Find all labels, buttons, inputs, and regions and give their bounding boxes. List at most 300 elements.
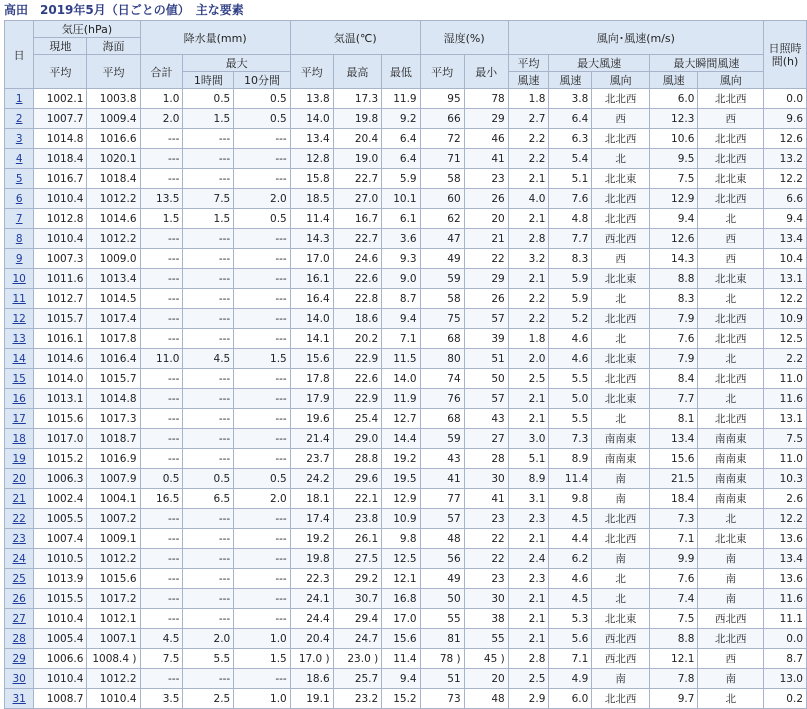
cell-temp-min: 11.9 (382, 89, 420, 109)
cell-day[interactable] (5, 689, 34, 709)
header-wind-gust-dir: 風向 (698, 72, 764, 89)
cell-wind-gust-speed: 15.6 (649, 449, 698, 469)
cell-temp-max: 16.7 (333, 209, 382, 229)
day-link[interactable]: 14 (12, 352, 26, 365)
cell-pressure-sea-avg: 1012.2 (87, 669, 140, 689)
cell-day[interactable] (5, 249, 34, 269)
cell-pressure-sea-avg: 1012.2 (87, 229, 140, 249)
cell-day[interactable] (5, 89, 34, 109)
cell-pressure-station-avg: 1016.1 (34, 329, 87, 349)
cell-humidity-avg: 75 (420, 309, 464, 329)
cell-wind-avg-speed: 2.4 (508, 549, 549, 569)
cell-temp-min: 15.2 (382, 689, 420, 709)
table-row (5, 289, 807, 309)
cell-wind-max-speed: 4.9 (549, 669, 592, 689)
cell-wind-gust-dir: 西 (698, 649, 764, 669)
header-wind-avg: 平均 (508, 55, 549, 72)
cell-sunshine-hours: 11.6 (763, 389, 806, 409)
cell-sunshine-hours: 7.5 (763, 429, 806, 449)
cell-temp-max: 18.6 (333, 309, 382, 329)
cell-precip-max-10m: --- (234, 229, 291, 249)
day-link[interactable]: 19 (12, 452, 26, 465)
cell-day[interactable] (5, 569, 34, 589)
cell-sunshine-hours: 11.1 (763, 609, 806, 629)
cell-day[interactable] (5, 669, 34, 689)
cell-day[interactable] (5, 529, 34, 549)
table-row (5, 409, 807, 429)
cell-wind-avg-speed: 2.2 (508, 129, 549, 149)
cell-humidity-avg: 62 (420, 209, 464, 229)
table-row (5, 249, 807, 269)
cell-precip-total: --- (140, 449, 183, 469)
cell-precip-total: --- (140, 149, 183, 169)
cell-pressure-sea-avg: 1014.6 (87, 209, 140, 229)
day-link[interactable]: 1 (15, 92, 23, 105)
cell-wind-max-speed: 5.5 (549, 409, 592, 429)
cell-wind-max-speed: 6.0 (549, 689, 592, 709)
cell-precip-max-10m: 0.5 (234, 209, 291, 229)
cell-wind-gust-speed: 8.3 (649, 289, 698, 309)
day-link[interactable]: 28 (12, 632, 26, 645)
cell-day[interactable] (5, 589, 34, 609)
table-row (5, 429, 807, 449)
cell-pressure-sea-avg: 1007.9 (87, 469, 140, 489)
cell-wind-max-dir: 南南東 (592, 429, 650, 449)
cell-wind-gust-dir: 北北西 (698, 89, 764, 109)
cell-temp-min: 10.9 (382, 509, 420, 529)
cell-sunshine-hours: 10.4 (763, 249, 806, 269)
cell-pressure-sea-avg: 1012.2 (87, 549, 140, 569)
cell-sunshine-hours: 0.2 (763, 689, 806, 709)
cell-wind-gust-dir: 西 (698, 229, 764, 249)
header-sunshine (763, 21, 806, 89)
cell-humidity-avg: 95 (420, 89, 464, 109)
cell-humidity-min: 57 (464, 309, 508, 329)
cell-day[interactable] (5, 609, 34, 629)
cell-temp-max: 22.9 (333, 349, 382, 369)
cell-wind-max-dir: 西北西 (592, 229, 650, 249)
cell-precip-total: --- (140, 309, 183, 329)
cell-pressure-station-avg: 1015.5 (34, 589, 87, 609)
cell-wind-avg-speed: 2.7 (508, 109, 549, 129)
cell-wind-avg-speed: 2.1 (508, 609, 549, 629)
table-row (5, 309, 807, 329)
header-day: 日 (5, 21, 34, 89)
cell-day[interactable] (5, 269, 34, 289)
cell-sunshine-hours: 13.6 (763, 529, 806, 549)
cell-wind-max-speed: 6.3 (549, 129, 592, 149)
day-link[interactable]: 3 (15, 132, 23, 145)
cell-precip-total: 0.5 (140, 469, 183, 489)
cell-precip-total: 1.5 (140, 209, 183, 229)
cell-day[interactable] (5, 129, 34, 149)
cell-day[interactable] (5, 489, 34, 509)
cell-wind-gust-speed: 7.9 (649, 349, 698, 369)
cell-day[interactable] (5, 389, 34, 409)
cell-humidity-min: 26 (464, 189, 508, 209)
cell-wind-gust-dir: 西 (698, 249, 764, 269)
cell-wind-max-dir: 北北西 (592, 309, 650, 329)
day-link[interactable]: 6 (15, 192, 23, 205)
cell-pressure-sea-avg: 1008.4 ) (87, 649, 140, 669)
cell-precip-max-1h: --- (183, 289, 234, 309)
cell-precip-max-1h: --- (183, 149, 234, 169)
cell-wind-max-dir: 北北西 (592, 129, 650, 149)
cell-precip-max-1h: 6.5 (183, 489, 234, 509)
cell-pressure-station-avg: 1008.7 (34, 689, 87, 709)
cell-wind-max-speed: 7.3 (549, 429, 592, 449)
cell-wind-max-speed: 4.5 (549, 509, 592, 529)
cell-sunshine-hours: 9.6 (763, 109, 806, 129)
cell-temp-min: 6.4 (382, 149, 420, 169)
cell-wind-max-speed: 5.9 (549, 269, 592, 289)
cell-precip-max-1h: --- (183, 569, 234, 589)
cell-humidity-avg: 81 (420, 629, 464, 649)
cell-sunshine-hours: 13.4 (763, 229, 806, 249)
day-link[interactable]: 26 (12, 592, 26, 605)
cell-sunshine-hours: 11.0 (763, 449, 806, 469)
cell-temp-min: 3.6 (382, 229, 420, 249)
cell-day[interactable] (5, 149, 34, 169)
day-link[interactable]: 22 (12, 512, 26, 525)
cell-temp-max: 27.0 (333, 189, 382, 209)
day-link[interactable]: 30 (12, 672, 26, 685)
cell-pressure-station-avg: 1010.4 (34, 229, 87, 249)
day-link[interactable]: 9 (15, 252, 23, 265)
cell-wind-max-dir: 北 (592, 589, 650, 609)
cell-temp-min: 19.2 (382, 449, 420, 469)
cell-wind-gust-speed: 12.9 (649, 189, 698, 209)
cell-temp-avg: 17.0 (290, 249, 333, 269)
cell-precip-max-1h: --- (183, 669, 234, 689)
cell-wind-max-dir: 北北西 (592, 209, 650, 229)
cell-precip-max-10m: --- (234, 429, 291, 449)
cell-temp-min: 6.4 (382, 129, 420, 149)
cell-wind-avg-speed: 2.2 (508, 289, 549, 309)
day-link[interactable]: 23 (12, 532, 26, 545)
cell-pressure-sea-avg: 1014.8 (87, 389, 140, 409)
cell-wind-gust-speed: 8.4 (649, 369, 698, 389)
cell-wind-max-speed: 5.0 (549, 389, 592, 409)
cell-temp-min: 12.1 (382, 569, 420, 589)
cell-humidity-avg: 77 (420, 489, 464, 509)
cell-precip-max-10m: --- (234, 169, 291, 189)
cell-sunshine-hours: 12.5 (763, 329, 806, 349)
header-temp-avg: 平均 (290, 55, 333, 89)
cell-precip-max-10m: 0.5 (234, 109, 291, 129)
day-link[interactable]: 29 (12, 652, 26, 665)
cell-wind-max-dir: 北 (592, 149, 650, 169)
header-humidity: 湿度(%) (420, 21, 508, 55)
cell-precip-max-1h: --- (183, 609, 234, 629)
cell-temp-min: 9.0 (382, 269, 420, 289)
header-wind: 風向･風速(m/s) (508, 21, 763, 55)
cell-sunshine-hours: 12.2 (763, 509, 806, 529)
day-link[interactable]: 24 (12, 552, 26, 565)
cell-wind-max-speed: 4.5 (549, 589, 592, 609)
day-link[interactable]: 10 (12, 272, 26, 285)
cell-pressure-station-avg: 1007.4 (34, 529, 87, 549)
cell-precip-total: --- (140, 129, 183, 149)
cell-wind-avg-speed: 2.3 (508, 569, 549, 589)
cell-precip-total: 7.5 (140, 649, 183, 669)
cell-wind-max-dir: 南 (592, 469, 650, 489)
cell-pressure-station-avg: 1002.1 (34, 89, 87, 109)
cell-wind-avg-speed: 2.9 (508, 689, 549, 709)
cell-day[interactable] (5, 189, 34, 209)
day-link[interactable]: 21 (12, 492, 26, 505)
cell-humidity-min: 78 (464, 89, 508, 109)
cell-wind-max-speed: 4.8 (549, 209, 592, 229)
cell-humidity-min: 43 (464, 409, 508, 429)
cell-temp-avg: 18.6 (290, 669, 333, 689)
cell-humidity-min: 39 (464, 329, 508, 349)
cell-day[interactable] (5, 549, 34, 569)
cell-precip-max-10m: 2.0 (234, 489, 291, 509)
table-row (5, 369, 807, 389)
cell-wind-gust-dir: 南南東 (698, 489, 764, 509)
day-link[interactable]: 18 (12, 432, 26, 445)
cell-wind-gust-dir: 南 (698, 549, 764, 569)
cell-temp-max: 29.2 (333, 569, 382, 589)
cell-humidity-avg: 57 (420, 509, 464, 529)
cell-precip-max-1h: --- (183, 169, 234, 189)
cell-wind-avg-speed: 1.8 (508, 329, 549, 349)
cell-temp-max: 29.0 (333, 429, 382, 449)
cell-precip-max-1h: --- (183, 589, 234, 609)
day-link[interactable]: 5 (15, 172, 23, 185)
cell-precip-max-10m: --- (234, 389, 291, 409)
cell-humidity-avg: 47 (420, 229, 464, 249)
day-link[interactable]: 27 (12, 612, 26, 625)
cell-precip-max-1h: --- (183, 429, 234, 449)
cell-pressure-station-avg: 1014.6 (34, 349, 87, 369)
cell-pressure-sea-avg: 1016.9 (87, 449, 140, 469)
cell-pressure-sea-avg: 1015.6 (87, 569, 140, 589)
cell-precip-max-1h: --- (183, 449, 234, 469)
cell-wind-gust-dir: 南南東 (698, 449, 764, 469)
cell-day[interactable] (5, 449, 34, 469)
cell-pressure-sea-avg: 1009.0 (87, 249, 140, 269)
cell-wind-avg-speed: 2.1 (508, 529, 549, 549)
cell-precip-max-1h: 1.5 (183, 109, 234, 129)
cell-precip-max-1h: 7.5 (183, 189, 234, 209)
cell-precip-max-1h: 5.5 (183, 649, 234, 669)
cell-day[interactable] (5, 629, 34, 649)
page-title: 高田 2019年5月（日ごとの値） 主な要素 (4, 3, 244, 17)
cell-precip-max-10m: --- (234, 309, 291, 329)
cell-day[interactable] (5, 329, 34, 349)
cell-humidity-min: 57 (464, 389, 508, 409)
cell-humidity-avg: 49 (420, 569, 464, 589)
cell-humidity-avg: 78 ) (420, 649, 464, 669)
cell-wind-gust-dir: 北 (698, 289, 764, 309)
cell-wind-gust-speed: 9.5 (649, 149, 698, 169)
cell-wind-avg-speed: 2.2 (508, 149, 549, 169)
cell-wind-max-speed: 8.3 (549, 249, 592, 269)
cell-sunshine-hours: 13.1 (763, 409, 806, 429)
cell-sunshine-hours: 2.6 (763, 489, 806, 509)
cell-pressure-station-avg: 1015.6 (34, 409, 87, 429)
cell-temp-avg: 15.6 (290, 349, 333, 369)
cell-day[interactable] (5, 109, 34, 129)
cell-temp-min: 12.5 (382, 549, 420, 569)
cell-pressure-station-avg: 1010.4 (34, 189, 87, 209)
cell-pressure-station-avg: 1005.5 (34, 509, 87, 529)
cell-wind-gust-dir: 北北西 (698, 189, 764, 209)
day-link[interactable]: 4 (15, 152, 23, 165)
cell-wind-avg-speed: 2.2 (508, 309, 549, 329)
day-link[interactable]: 8 (15, 232, 23, 245)
cell-day[interactable] (5, 169, 34, 189)
cell-sunshine-hours: 13.2 (763, 149, 806, 169)
cell-wind-gust-speed: 7.9 (649, 309, 698, 329)
header-temp-max: 最高 (333, 55, 382, 89)
cell-wind-gust-dir: 北北西 (698, 369, 764, 389)
header-wind-avg-speed: 風速 (508, 72, 549, 89)
cell-pressure-station-avg: 1006.6 (34, 649, 87, 669)
cell-pressure-sea-avg: 1016.6 (87, 129, 140, 149)
cell-pressure-sea-avg: 1010.4 (87, 689, 140, 709)
cell-precip-max-1h: --- (183, 529, 234, 549)
day-link[interactable]: 12 (12, 312, 26, 325)
cell-wind-gust-speed: 7.7 (649, 389, 698, 409)
cell-precip-total: --- (140, 429, 183, 449)
cell-wind-gust-speed: 7.5 (649, 609, 698, 629)
cell-temp-max: 25.7 (333, 669, 382, 689)
cell-wind-max-speed: 11.4 (549, 469, 592, 489)
cell-temp-max: 19.8 (333, 109, 382, 129)
cell-pressure-station-avg: 1007.7 (34, 109, 87, 129)
cell-humidity-avg: 51 (420, 669, 464, 689)
day-link[interactable]: 20 (12, 472, 26, 485)
cell-pressure-sea-avg: 1004.1 (87, 489, 140, 509)
cell-precip-max-1h: --- (183, 129, 234, 149)
cell-wind-gust-speed: 8.8 (649, 629, 698, 649)
cell-pressure-sea-avg: 1007.2 (87, 509, 140, 529)
day-link[interactable]: 31 (12, 692, 26, 705)
cell-precip-total: --- (140, 589, 183, 609)
cell-precip-max-10m: --- (234, 289, 291, 309)
cell-precip-max-1h: --- (183, 389, 234, 409)
cell-pressure-sea-avg: 1017.4 (87, 309, 140, 329)
cell-wind-avg-speed: 2.8 (508, 229, 549, 249)
cell-precip-max-10m: --- (234, 669, 291, 689)
cell-temp-min: 19.5 (382, 469, 420, 489)
cell-precip-total: --- (140, 529, 183, 549)
cell-humidity-min: 41 (464, 489, 508, 509)
cell-wind-max-speed: 7.7 (549, 229, 592, 249)
cell-day[interactable] (5, 229, 34, 249)
cell-humidity-avg: 56 (420, 549, 464, 569)
day-link[interactable]: 13 (12, 332, 26, 345)
cell-precip-max-10m: --- (234, 509, 291, 529)
cell-wind-max-dir: 北 (592, 569, 650, 589)
day-link[interactable]: 2 (15, 112, 23, 125)
cell-day[interactable] (5, 369, 34, 389)
header-temp-min: 最低 (382, 55, 420, 89)
cell-wind-gust-speed: 9.7 (649, 689, 698, 709)
cell-day[interactable] (5, 309, 34, 329)
table-row (5, 349, 807, 369)
cell-day[interactable] (5, 209, 34, 229)
cell-pressure-station-avg: 1005.4 (34, 629, 87, 649)
cell-humidity-min: 48 (464, 689, 508, 709)
cell-humidity-avg: 48 (420, 529, 464, 549)
cell-day[interactable] (5, 349, 34, 369)
cell-wind-max-speed: 6.2 (549, 549, 592, 569)
header-wind-max-dir: 風向 (592, 72, 650, 89)
cell-temp-min: 9.4 (382, 669, 420, 689)
cell-humidity-avg: 60 (420, 189, 464, 209)
day-link[interactable]: 11 (12, 292, 26, 305)
cell-wind-gust-dir: 北北西 (698, 409, 764, 429)
day-link[interactable]: 25 (12, 572, 26, 585)
cell-pressure-sea-avg: 1017.3 (87, 409, 140, 429)
cell-precip-max-10m: --- (234, 369, 291, 389)
cell-pressure-station-avg: 1014.0 (34, 369, 87, 389)
cell-wind-gust-speed: 7.8 (649, 669, 698, 689)
cell-day[interactable] (5, 469, 34, 489)
cell-precip-total: --- (140, 329, 183, 349)
cell-humidity-avg: 50 (420, 589, 464, 609)
cell-precip-total: --- (140, 289, 183, 309)
table-header (5, 21, 807, 89)
cell-temp-min: 9.8 (382, 529, 420, 549)
cell-wind-max-dir: 北北西 (592, 509, 650, 529)
cell-sunshine-hours: 13.0 (763, 669, 806, 689)
cell-temp-avg: 21.4 (290, 429, 333, 449)
cell-wind-avg-speed: 5.1 (508, 449, 549, 469)
cell-temp-min: 9.2 (382, 109, 420, 129)
cell-wind-gust-speed: 6.0 (649, 89, 698, 109)
cell-wind-gust-dir: 北 (698, 689, 764, 709)
day-link[interactable]: 17 (12, 412, 26, 425)
cell-pressure-station-avg: 1018.4 (34, 149, 87, 169)
cell-wind-gust-dir: 北 (698, 509, 764, 529)
cell-precip-max-1h: 0.5 (183, 89, 234, 109)
cell-wind-gust-speed: 9.4 (649, 209, 698, 229)
cell-day[interactable] (5, 289, 34, 309)
cell-temp-avg: 14.0 (290, 109, 333, 129)
cell-precip-total: --- (140, 229, 183, 249)
header-precip-10m: 10分間 (234, 72, 291, 89)
day-link[interactable]: 16 (12, 392, 26, 405)
header-precip-total: 合計 (140, 55, 183, 89)
cell-temp-avg: 11.4 (290, 209, 333, 229)
cell-precip-max-10m: 1.0 (234, 629, 291, 649)
cell-pressure-sea-avg: 1012.1 (87, 609, 140, 629)
cell-temp-max: 24.7 (333, 629, 382, 649)
cell-sunshine-hours: 0.0 (763, 629, 806, 649)
cell-temp-avg: 18.1 (290, 489, 333, 509)
cell-day[interactable] (5, 649, 34, 669)
cell-temp-avg: 16.1 (290, 269, 333, 289)
cell-day[interactable] (5, 429, 34, 449)
cell-sunshine-hours: 8.7 (763, 649, 806, 669)
cell-precip-max-10m: --- (234, 269, 291, 289)
cell-wind-max-dir: 西北西 (592, 629, 650, 649)
cell-wind-max-dir: 北北東 (592, 609, 650, 629)
cell-humidity-min: 38 (464, 609, 508, 629)
day-link[interactable]: 7 (15, 212, 23, 225)
day-link[interactable]: 15 (12, 372, 26, 385)
cell-day[interactable] (5, 509, 34, 529)
cell-day[interactable] (5, 409, 34, 429)
cell-temp-min: 14.0 (382, 369, 420, 389)
cell-wind-gust-speed: 7.5 (649, 169, 698, 189)
cell-temp-avg: 18.5 (290, 189, 333, 209)
